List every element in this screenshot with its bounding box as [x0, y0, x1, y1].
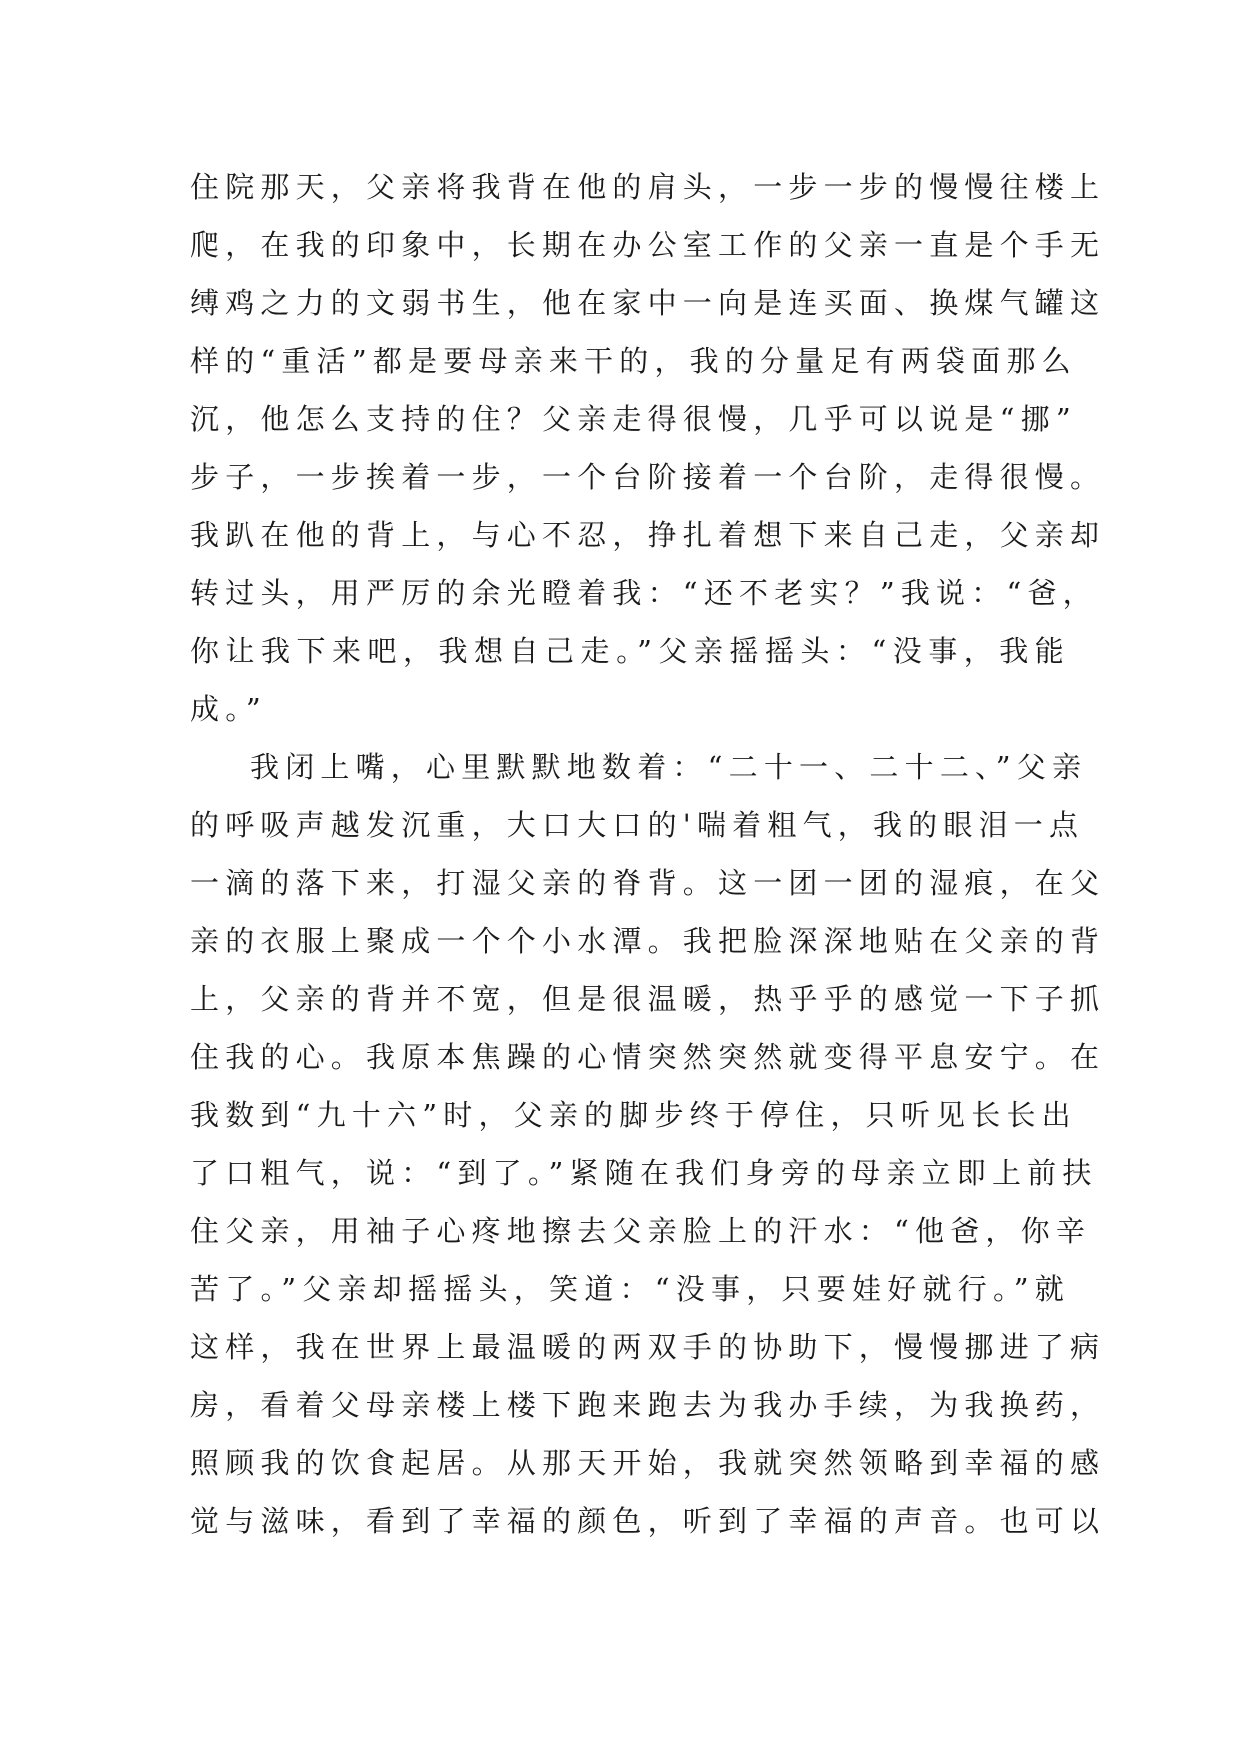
- text-line: 一滴的落下来，打湿父亲的脊背。这一团一团的湿痕，在父: [190, 866, 1106, 900]
- text-line: 爬，在我的印象中，长期在办公室工作的父亲一直是个手无: [190, 228, 1106, 262]
- text-line: 样的“重活”都是要母亲来干的，我的分量足有两袋面那么: [190, 344, 1077, 378]
- text-line: 房，看着父母亲楼上楼下跑来跑去为我办手续，为我换药，: [190, 1388, 1106, 1422]
- text-line: 照顾我的饮食起居。从那天开始，我就突然领略到幸福的感: [190, 1446, 1106, 1480]
- text-line: 住院那天，父亲将我背在他的肩头，一步一步的慢慢往楼上: [190, 170, 1106, 204]
- text-line: 亲的衣服上聚成一个个小水潭。我把脸深深地贴在父亲的背: [190, 924, 1106, 958]
- body-text: [190, 158, 1106, 1550]
- text-line: 上，父亲的背并不宽，但是很温暖，热乎乎的感觉一下子抓: [190, 982, 1106, 1016]
- text-line: 了口粗气，说：“到了。”紧随在我们身旁的母亲立即上前扶: [190, 1156, 1098, 1190]
- paragraph-1: [190, 158, 1106, 738]
- text-line: 住我的心。我原本焦躁的心情突然突然就变得平息安宁。在: [190, 1040, 1106, 1074]
- text-line: 我闭上嘴，心里默默地数着：“二十一、二十二、”父亲: [250, 750, 1088, 784]
- text-line: 苦了。”父亲却摇摇头，笑道：“没事，只要娃好就行。”就: [190, 1272, 1070, 1306]
- text-line: 转过头，用严厉的余光瞪着我：“还不老实？”我说：“爸，: [190, 576, 1098, 610]
- text-line: 成。”: [190, 692, 267, 726]
- text-line: 这样，我在世界上最温暖的两双手的协助下，慢慢挪进了病: [190, 1330, 1106, 1364]
- text-line: 觉与滋味，看到了幸福的颜色，听到了幸福的声音。也可以: [190, 1504, 1106, 1538]
- text-line: 缚鸡之力的文弱书生，他在家中一向是连买面、换煤气罐这: [190, 286, 1106, 320]
- text-line: 步子，一步挨着一步，一个台阶接着一个台阶，走得很慢。: [190, 460, 1106, 494]
- text-line: 我趴在他的背上，与心不忍，挣扎着想下来自己走，父亲却: [190, 518, 1106, 552]
- text-line: 我数到“九十六”时，父亲的脚步终于停住，只听见长长出: [190, 1098, 1077, 1132]
- paragraph-2: [190, 738, 1106, 1550]
- text-line: 沉，他怎么支持的住？父亲走得很慢，几乎可以说是“挪”: [190, 402, 1077, 436]
- text-line: 的呼吸声越发沉重，大口大口的'喘着粗气，我的眼泪一点: [190, 808, 1085, 842]
- text-line: 住父亲，用袖子心疼地擦去父亲脸上的汗水：“他爸，你辛: [190, 1214, 1092, 1248]
- text-line: 你让我下来吧，我想自己走。”父亲摇摇头：“没事，我能: [190, 634, 1070, 668]
